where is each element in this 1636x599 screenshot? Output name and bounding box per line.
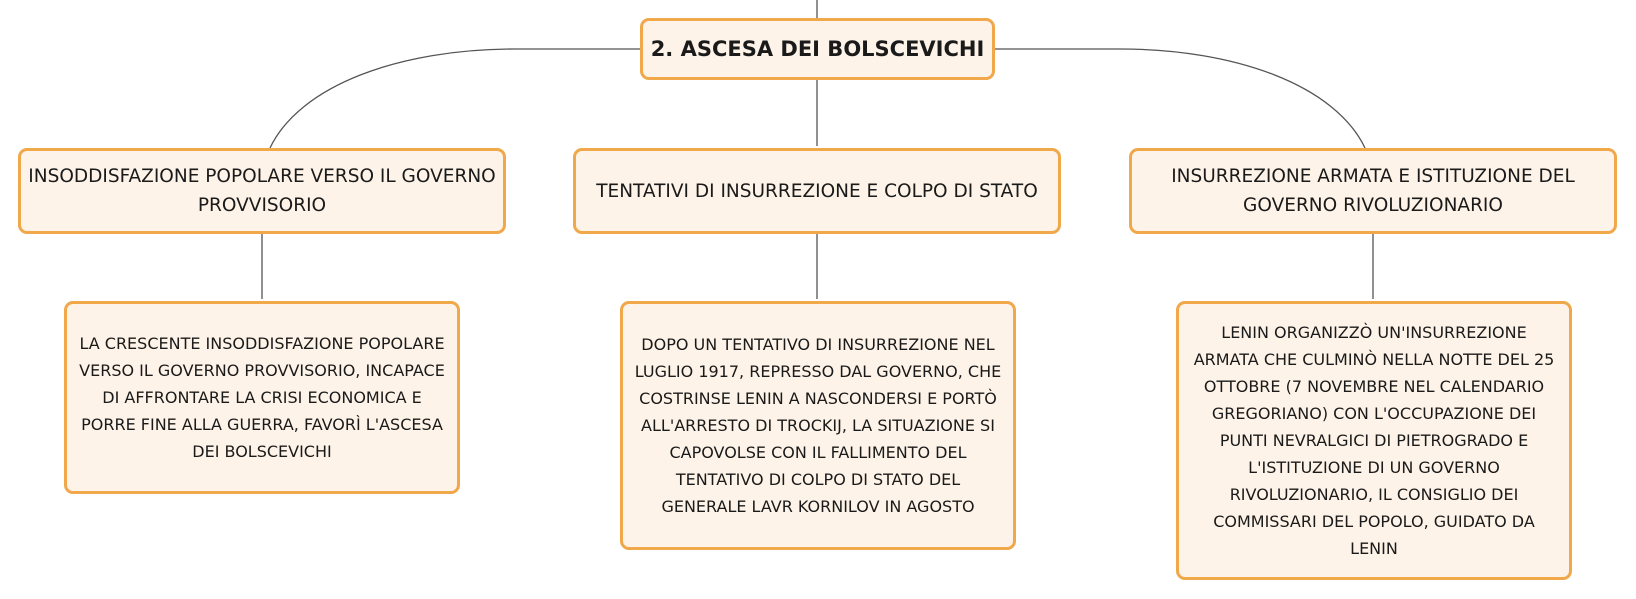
detail-node-armed-insurrection[interactable] [1176,301,1572,580]
topic-label: INSODDISFAZIONE POPOLARE VERSO IL GOVERNO PROVVISORIO [28,166,496,216]
connector-root-to-topic-3 [995,49,1365,148]
topic-node-armed-insurrection[interactable] [1129,148,1617,234]
connector-root-to-topic-1 [270,49,640,148]
detail-text: LENIN ORGANIZZÒ UN'INSURREZIONE ARMATA CHE CULMINÒ NELLA NOTTE DEL 25 OTTOBRE (7 NOVEMBRE NEL CALENDARIO GREGORIANO) CON L'OCCUPAZIONE DEI PUNTI NEVRALGICI DI PIETROGRADO E L'ISTITUZIONE DI UN GOVERNO RIVOLUZIONARIO, IL CONSIGLIO DEI COMMISSARI DEL POPOLO, GUIDATO DA LENIN [1193,323,1555,558]
detail-node-insurrection-attempts[interactable] [620,301,1016,550]
detail-node-popular-dissatisfaction[interactable] [64,301,460,494]
root-node-label: 2. ASCESA DEI BOLSCEVICHI [650,37,985,61]
topic-label: INSURREZIONE ARMATA E ISTITUZIONE DEL GOVERNO RIVOLUZIONARIO [1171,166,1575,216]
topic-label: TENTATIVI DI INSURREZIONE E COLPO DI STATO [596,180,1038,202]
detail-text: LA CRESCENTE INSODDISFAZIONE POPOLARE VERSO IL GOVERNO PROVVISORIO, INCAPACE DI AFFRONTARE LA CRISI ECONOMICA E PORRE FINE ALLA GUERRA, FAVORÌ L'ASCESA DEI BOLSCEVICHI [79,334,445,461]
topic-node-insurrection-attempts[interactable] [573,148,1061,234]
topic-node-popular-dissatisfaction[interactable] [18,148,506,234]
detail-text: DOPO UN TENTATIVO DI INSURREZIONE NEL LUGLIO 1917, REPRESSO DAL GOVERNO, CHE COSTRINSE LENIN A NASCONDERSI E PORTÒ ALL'ARRESTO DI TROCKIJ, LA SITUAZIONE SI CAPOVOLSE CON IL FALLIMENTO DEL TENTATIVO DI COLPO DI STATO DEL GENERALE LAVR KORNILOV IN AGOSTO [634,335,1002,516]
root-node[interactable] [640,18,995,80]
